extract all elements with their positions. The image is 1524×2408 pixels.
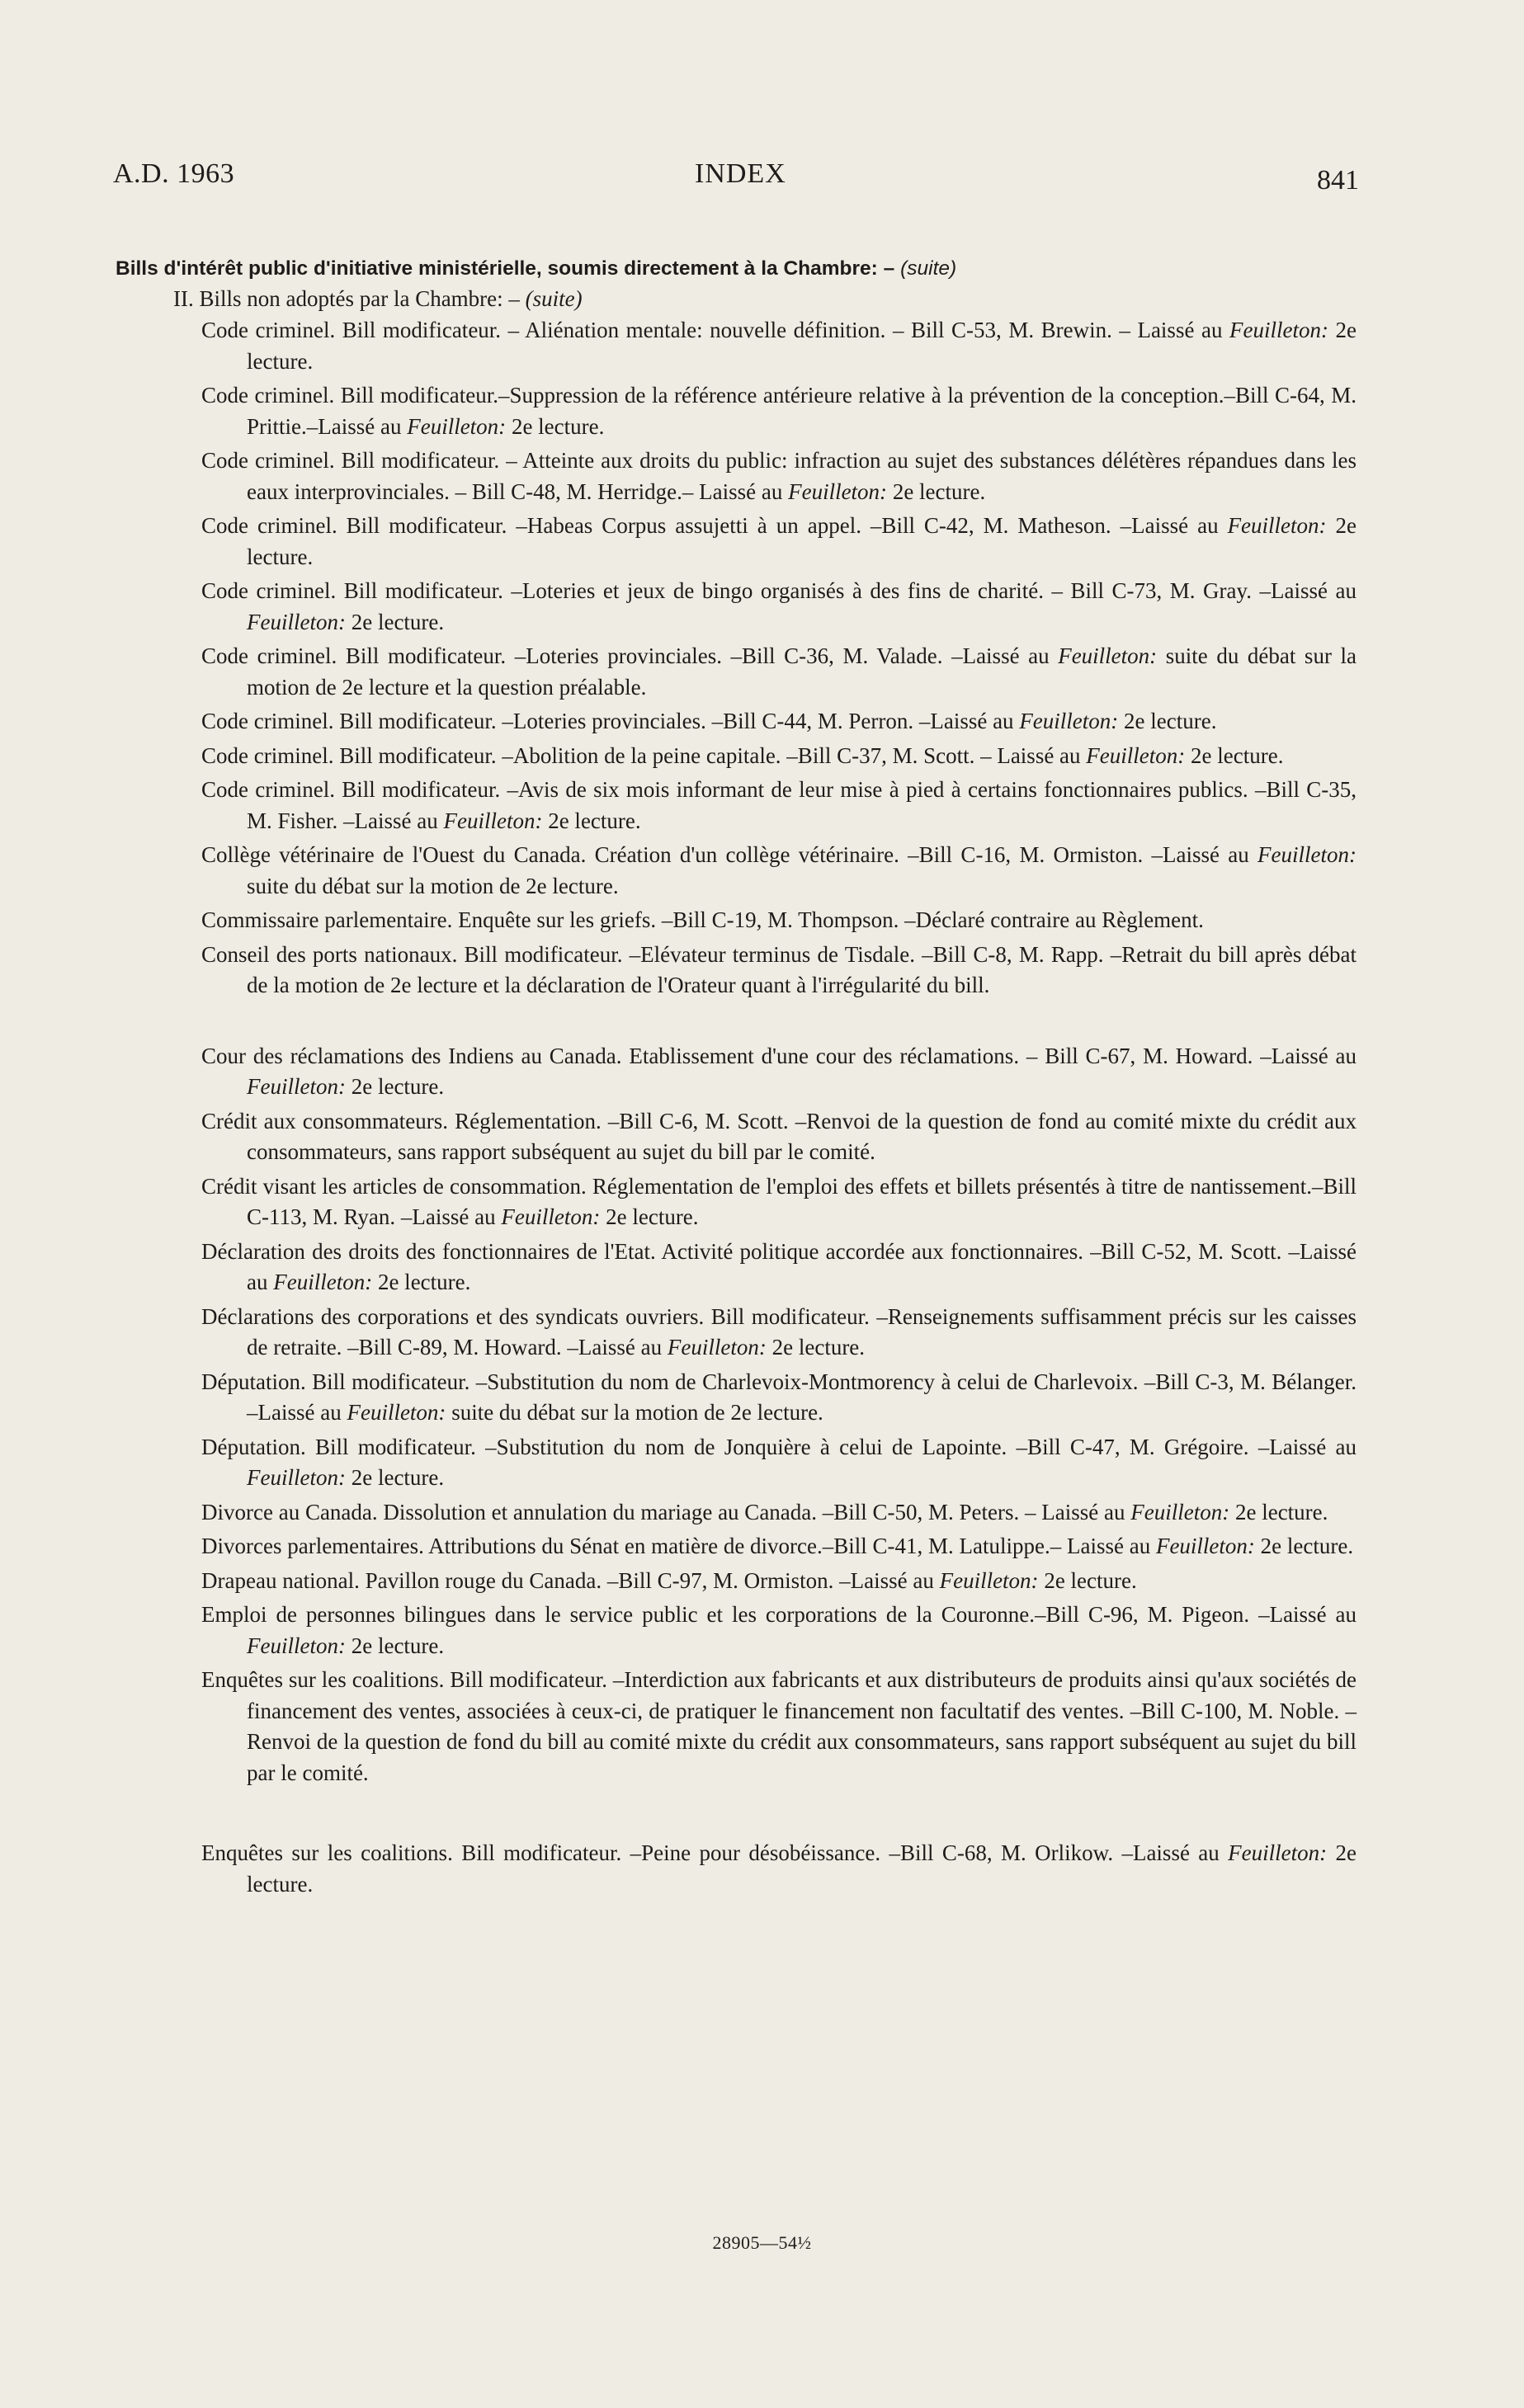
entry-text-post: 2e lecture.	[1185, 742, 1284, 768]
index-entry	[201, 1237, 1357, 1298]
entry-text-post: 2e lecture.	[345, 609, 445, 634]
entry-text-pre: Crédit visant les articles de consommation. Réglementation de l'emploi des effets et billets présentés à titre de nantissement.–Bill C-113, M. Ryan. –Laissé au	[201, 1173, 1357, 1229]
index-entry	[201, 1497, 1357, 1529]
index-entry	[201, 1432, 1357, 1494]
entry-text-post: 2e lecture.	[887, 478, 986, 504]
entry-text-post: 2e lecture.	[1038, 1567, 1137, 1593]
index-entry	[201, 641, 1357, 703]
entry-text-ital: Feuilleton:	[247, 1465, 346, 1490]
entry-text-pre: Commissaire parlementaire. Enquête sur les griefs. –Bill C-19, M. Thompson. –Déclaré contraire au Règlement.	[201, 907, 1204, 932]
entry-text-post: 2e lecture.	[766, 1335, 866, 1360]
index-entry	[201, 1367, 1357, 1429]
page-header	[0, 158, 1524, 208]
index-entry	[201, 1838, 1357, 1900]
entry-text-ital: Feuilleton:	[1229, 318, 1328, 342]
entry-text-post: 2e lecture.	[247, 513, 1357, 569]
entry-text-pre: Code criminel. Bill modificateur. –Loteries provinciales. –Bill C-44, M. Perron. –Laissé au	[201, 709, 1020, 733]
index-entry	[201, 1531, 1357, 1562]
header-year: A.D. 1963	[113, 158, 235, 189]
entry-text-post: 2e lecture.	[247, 318, 1357, 374]
entry-text-post: 2e lecture.	[1118, 709, 1217, 733]
entry-text-ital: Feuilleton:	[1155, 1534, 1255, 1558]
index-entry	[201, 1600, 1357, 1661]
entry-text-ital: Feuilleton:	[1058, 643, 1158, 668]
entry-text-ital: Feuilleton:	[443, 808, 543, 833]
entry-text-ital: Feuilleton:	[939, 1567, 1039, 1593]
entry-text-post: suite du débat sur la motion de 2e lecture et la question préalable.	[247, 643, 1357, 700]
entry-text-pre: Code criminel. Bill modificateur. –Abolition de la peine capitale. –Bill C-37, M. Scott. – Laissé au	[201, 742, 1087, 768]
index-entry	[201, 905, 1357, 936]
entry-text-pre: Drapeau national. Pavillon rouge du Canada. –Bill C-97, M. Ormiston. –Laissé au	[201, 1567, 940, 1593]
entry-text-post: 2e lecture.	[542, 808, 641, 833]
index-entries	[201, 315, 1357, 1903]
index-entry	[201, 940, 1357, 1001]
entry-text-post: 2e lecture.	[345, 1074, 445, 1099]
print-code: 28905—54½	[712, 2232, 812, 2253]
entry-text-ital: Feuilleton:	[247, 1074, 346, 1099]
index-entry	[201, 1041, 1357, 1103]
entry-text-post: suite du débat sur la motion de 2e lecture.	[247, 873, 619, 898]
entry-text-pre: Crédit aux consommateurs. Réglementation. –Bill C-6, M. Scott. –Renvoi de la question de fond au comité mixte du crédit aux consommateurs, sans rapport subséquent au sujet du bill par le comité.	[201, 1108, 1357, 1164]
section-heading-suite: (suite)	[900, 257, 957, 280]
entry-text-ital: Feuilleton:	[247, 1633, 346, 1658]
entry-text-pre: Code criminel. Bill modificateur. –Loteries provinciales. –Bill C-36, M. Valade. –Laissé au	[201, 643, 1059, 668]
index-entry	[201, 741, 1357, 772]
section-heading	[116, 257, 1436, 280]
header-title: INDEX	[695, 158, 786, 189]
entry-text-post: 2e lecture.	[247, 1840, 1357, 1897]
entry-text-post: 2e lecture.	[506, 413, 605, 439]
entry-text-ital: Feuilleton:	[1257, 842, 1357, 867]
index-entry	[201, 1566, 1357, 1597]
index-entry	[201, 380, 1357, 442]
entry-text-pre: Enquêtes sur les coalitions. Bill modificateur. –Peine pour désobéissance. –Bill C-68, M. Orlikow. –Laissé au	[201, 1840, 1229, 1865]
entry-text-post: 2e lecture.	[1229, 1499, 1328, 1524]
entry-text-pre: Code criminel. Bill modificateur. – Aliénation mentale: nouvelle définition. – Bill C-53, M. Brewin. – Laissé au	[201, 318, 1230, 342]
entry-text-pre: Code criminel. Bill modificateur.–Suppression de la référence antérieure relative à la prévention de la conception.–Bill C-64, M. Prittie.–Laissé au	[201, 383, 1357, 439]
index-entry	[201, 1106, 1357, 1168]
entry-text-post: 2e lecture.	[345, 1465, 445, 1490]
entry-text-pre: Code criminel. Bill modificateur. –Avis de six mois informant de leur mise à pied à certains fonctionnaires publics. –Bill C-35, M. Fisher. –Laissé au	[201, 777, 1357, 833]
entry-text-ital: Feuilleton:	[1228, 1840, 1328, 1865]
entry-text-ital: Feuilleton:	[1130, 1499, 1230, 1524]
entry-text-ital: Feuilleton:	[1227, 513, 1327, 538]
entry-text-ital: Feuilleton:	[501, 1204, 601, 1229]
entry-text-post: 2e lecture.	[600, 1204, 699, 1229]
index-entry	[201, 1171, 1357, 1233]
index-entry	[201, 511, 1357, 573]
entry-text-pre: Cour des réclamations des Indiens au Canada. Etablissement d'une cour des réclamations. – Bill C-67, M. Howard. –Laissé au	[201, 1043, 1357, 1068]
index-entry	[201, 576, 1357, 638]
entry-text-pre: Déclaration des droits des fonctionnaires de l'Etat. Activité politique accordée aux fonctionnaires. –Bill C-52, M. Scott. –Laissé au	[201, 1238, 1357, 1294]
entry-text-ital: Feuilleton:	[347, 1400, 446, 1425]
entry-text-pre: Déclarations des corporations et des syndicats ouvriers. Bill modificateur. –Renseignements suffisamment précis sur les caisses de retraite. –Bill C-89, M. Howard. –Laissé au	[201, 1303, 1357, 1360]
entry-text-ital: Feuilleton:	[1019, 709, 1119, 733]
entry-text-ital: Feuilleton:	[1086, 742, 1186, 768]
entry-text-pre: Divorces parlementaires. Attributions du Sénat en matière de divorce.–Bill C-41, M. Latulippe.– Laissé au	[201, 1534, 1156, 1558]
subsection-heading-suite: (suite)	[525, 286, 583, 311]
index-entry	[201, 1665, 1357, 1788]
entry-text-pre: Emploi de personnes bilingues dans le service public et les corporations de la Couronne.–Bill C-96, M. Pigeon. –Laissé au	[201, 1602, 1357, 1627]
index-entry	[201, 706, 1357, 737]
entry-text-post: 2e lecture.	[1254, 1534, 1354, 1558]
index-entry	[201, 775, 1357, 836]
entry-text-post: 2e lecture.	[345, 1633, 445, 1658]
entry-text-pre: Collège vétérinaire de l'Ouest du Canada. Création d'un collège vétérinaire. –Bill C-16, M. Ormiston. –Laissé au	[201, 842, 1258, 867]
entry-text-ital: Feuilleton:	[667, 1335, 767, 1360]
entry-text-pre: Divorce au Canada. Dissolution et annulation du mariage au Canada. –Bill C-50, M. Peters. – Laissé au	[201, 1499, 1131, 1524]
entry-text-ital: Feuilleton:	[407, 413, 507, 439]
entry-text-post: suite du débat sur la motion de 2e lecture.	[446, 1400, 823, 1425]
subsection-heading	[173, 286, 583, 312]
entry-text-pre: Députation. Bill modificateur. –Substitution du nom de Jonquière à celui de Lapointe. –Bill C-47, M. Grégoire. –Laissé au	[201, 1434, 1357, 1459]
section-heading-text: Bills d'intérêt public d'initiative ministérielle, soumis directement à la Chambre: –	[116, 257, 895, 280]
index-entry	[201, 1302, 1357, 1364]
entry-text-pre: Code criminel. Bill modificateur. –Habeas Corpus assujetti à un appel. –Bill C-42, M. Matheson. –Laissé au	[201, 513, 1228, 538]
entry-text-ital: Feuilleton:	[247, 609, 346, 634]
index-entry	[201, 445, 1357, 507]
page-number: 841	[1317, 165, 1359, 196]
entry-text-pre: Code criminel. Bill modificateur. – Atteinte aux droits du public: infraction au sujet des substances délétères répandues dans les eaux interprovinciales. – Bill C-48, M. Herridge.– Laissé au	[201, 448, 1357, 504]
entry-text-pre: Enquêtes sur les coalitions. Bill modificateur. –Interdiction aux fabricants et aux distributeurs de produits ainsi qu'aux sociétés de financement des ventes, associées à ceux-ci, de pratiquer le financement non facultatif des ventes. –Bill C-100, M. Noble. –Renvoi de la question de fond du bill au comité mixte du crédit aux consommateurs, sans rapport subséquent au sujet du bill par le comité.	[201, 1667, 1357, 1785]
entry-text-ital: Feuilleton:	[273, 1270, 373, 1294]
entry-text-pre: Code criminel. Bill modificateur. –Loteries et jeux de bingo organisés à des fins de charité. – Bill C-73, M. Gray. –Laissé au	[201, 578, 1357, 603]
entry-text-pre: Députation. Bill modificateur. –Substitution du nom de Charlevoix-Montmorency à celui de Charlevoix. –Bill C-3, M. Bélanger. –Laissé au	[201, 1369, 1357, 1425]
index-entry	[201, 840, 1357, 902]
index-entry	[201, 315, 1357, 377]
entry-text-pre: Conseil des ports nationaux. Bill modificateur. –Elévateur terminus de Tisdale. –Bill C-8, M. Rapp. –Retrait du bill après débat de la motion de 2e lecture et la déclaration de l'Orateur quant à l'irrégularité du bill.	[201, 941, 1357, 997]
subsection-heading-text: II. Bills non adoptés par la Chambre: –	[173, 286, 520, 311]
entry-text-post: 2e lecture.	[372, 1270, 471, 1294]
entry-text-ital: Feuilleton:	[788, 478, 888, 504]
